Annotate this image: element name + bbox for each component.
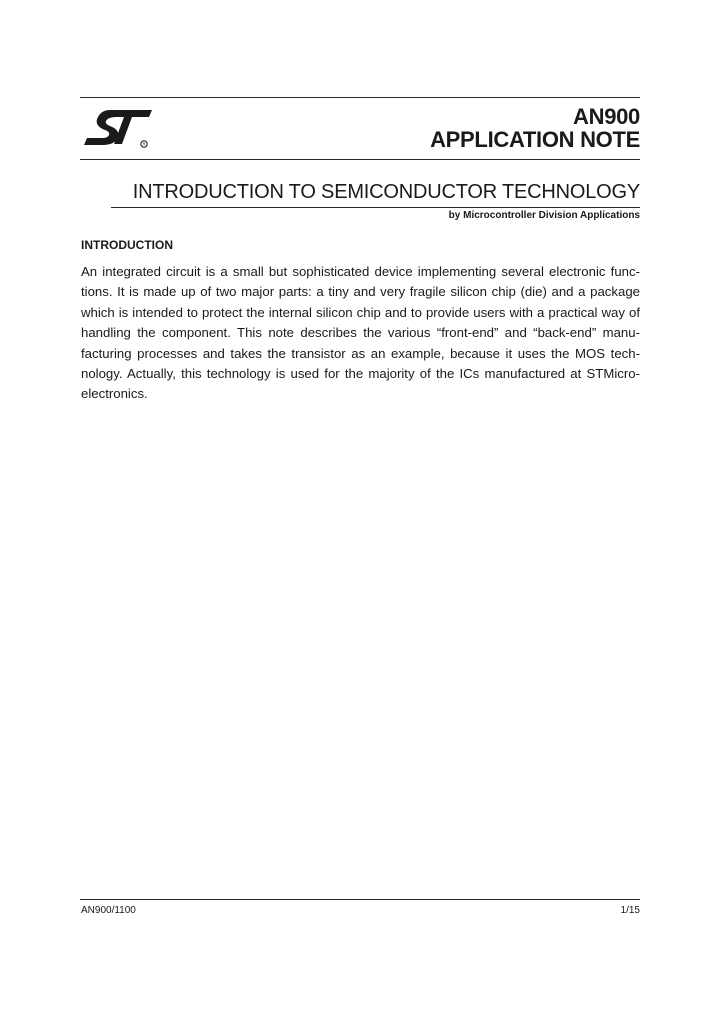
document-title: INTRODUCTION TO SEMICONDUCTOR TECHNOLOGY (132, 181, 640, 203)
st-logo (80, 104, 156, 152)
svg-text:R: R (142, 141, 146, 147)
header-bottom-rule (80, 159, 640, 160)
document-id: AN900 (573, 104, 640, 129)
page-number: 1/15 (620, 905, 640, 916)
header-top-rule (80, 97, 640, 98)
document-type: APPLICATION NOTE (430, 127, 640, 152)
byline: by Microcontroller Division Applications (448, 210, 640, 221)
section-heading: INTRODUCTION (81, 238, 173, 252)
footer-rule (80, 899, 640, 900)
title-rule (111, 207, 640, 208)
introduction-paragraph: An integrated circuit is a small but sophisticated device implementing several electronic functions. It is made up of two major parts: a tiny and very fragile silicon chip (die) and a package which is intended to protect the internal silicon chip and to provide users with a practical way of handling the component. This note describes the various “front-end” and “back-end” manufacturing processes and takes the transistor as an example, because it uses the MOS technology. Actually, this technology is used for the majority of the ICs manufactured at STMicroelectronics. (81, 264, 640, 402)
footer-doc-ref: AN900/1100 (81, 905, 136, 916)
